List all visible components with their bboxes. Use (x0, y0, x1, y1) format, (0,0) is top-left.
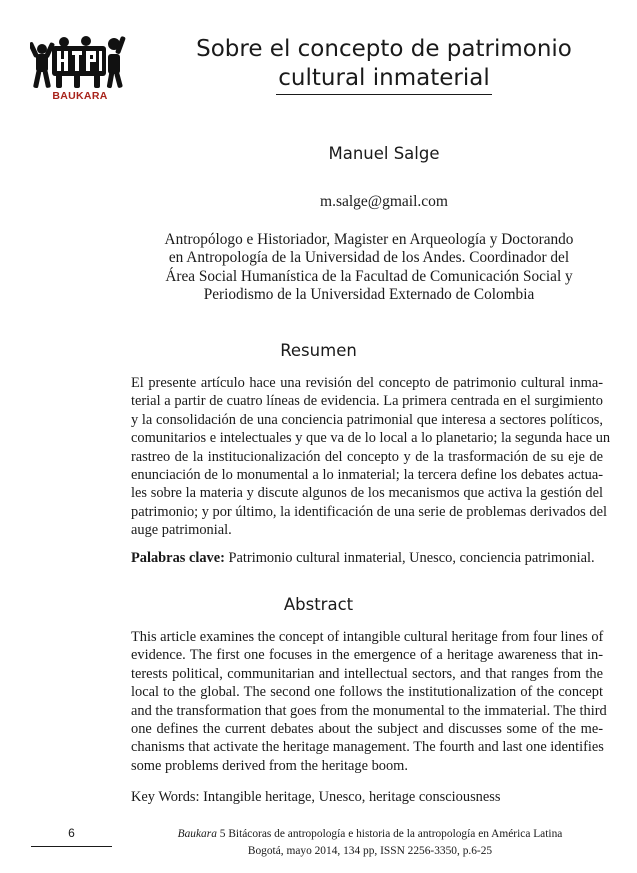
affiliation-line: Periodismo de la Universidad Externado de Colombia (203, 285, 535, 303)
resumen-line: y la consolidación de una conciencia patrimonial que interesa a sectores políticos, (131, 411, 603, 428)
resumen-keywords (131, 549, 603, 567)
citation-line-2: Bogotá, mayo 2014, 134 pp, ISSN 2256-3350, p.6-25 (247, 845, 493, 857)
abstract-keywords (131, 788, 603, 806)
abstract-line: This article examines the concept of intangible cultural heritage from four lines of (131, 629, 604, 645)
journal-citation (120, 826, 620, 860)
resumen-paragraph (131, 374, 611, 540)
journal-subtitle: Bitácoras de antropología e historia de la antropología en América Latina (228, 828, 563, 840)
author-email: m.salge@gmail.com (320, 193, 448, 210)
citation-line-1 (120, 826, 620, 843)
baukara-logo-icon (30, 32, 130, 92)
abstract-line: chanisms that activate the heritage management. The fourth and last one identifies (131, 739, 604, 756)
journal-logo (30, 32, 130, 106)
keywords-value: Intangible heritage, Unesco, heritage consciousness (203, 789, 501, 805)
abstract-line: local to the global. The second one follows the institutionalization of the concept (131, 684, 603, 701)
affiliation-line: Antropólogo e Historiador, Magister en Arqueología y Doctorando (164, 231, 574, 248)
abstract-line: terests political, communitarian and intellectual sectors, and that ranges from the (131, 665, 603, 682)
abstract-line: one defines the current debates about the subject and discusses some of the me- (131, 721, 603, 738)
abstract-heading: Abstract (283, 595, 354, 614)
resumen-heading: Resumen (280, 341, 357, 360)
abstract-paragraph (131, 628, 607, 775)
page-number: 6 (68, 826, 75, 840)
footer-divider (31, 846, 112, 847)
journal-name: Baukara (177, 828, 217, 840)
affiliation-line: en Antropología de la Universidad de los Andes. Coordinador del (168, 249, 570, 267)
title-line-1: Sobre el concepto de patrimonio (196, 36, 572, 62)
keywords-value: Patrimonio cultural inmaterial, Unesco, conciencia patrimonial. (228, 550, 595, 566)
journal-issue: 5 (219, 828, 226, 840)
resumen-line: patrimonio; y por último, la identificación de una serie de problemas derivados del (131, 503, 607, 520)
resumen-line: comunitarios e intelectuales y que va de lo local a lo planetario; la segunda hace un (131, 430, 611, 447)
affiliation-line: Área Social Humanística de la Facultad de Comunicación Social y (165, 267, 573, 285)
resumen-line: rastreo de la institucionalización del concepto y de la trasformación de su eje de (131, 448, 603, 465)
article-title (150, 35, 618, 95)
author-affiliation (140, 231, 598, 304)
keywords-label: Palabras clave: (131, 550, 225, 566)
resumen-line: enunciación de lo monumental a lo inmaterial; la tercera define los debates actua- (131, 467, 603, 484)
abstract-line: some problems derived from the heritage boom. (131, 757, 408, 774)
keywords-label: Key Words: (131, 789, 200, 805)
resumen-line: auge patrimonial. (131, 522, 232, 539)
abstract-line: evidence. The first one focuses in the emergence of a heritage awareness that in- (131, 647, 603, 664)
abstract-line: and the transformation that goes from the monumental to the immaterial. The third (131, 702, 607, 719)
title-line-2: cultural inmaterial (276, 64, 491, 95)
logo-wordmark: BAUKARA (52, 90, 108, 102)
resumen-line: les sobre la materia y discute algunos de los mecanismos que activa la gestión del (131, 485, 603, 502)
resumen-line: El presente artículo hace una revisión del concepto de patrimonio cultural inma- (131, 375, 603, 391)
resumen-line: terial a partir de cuatro líneas de evidencia. La primera centrada en el surgimiento (131, 393, 603, 410)
author-name: Manuel Salge (328, 144, 440, 163)
